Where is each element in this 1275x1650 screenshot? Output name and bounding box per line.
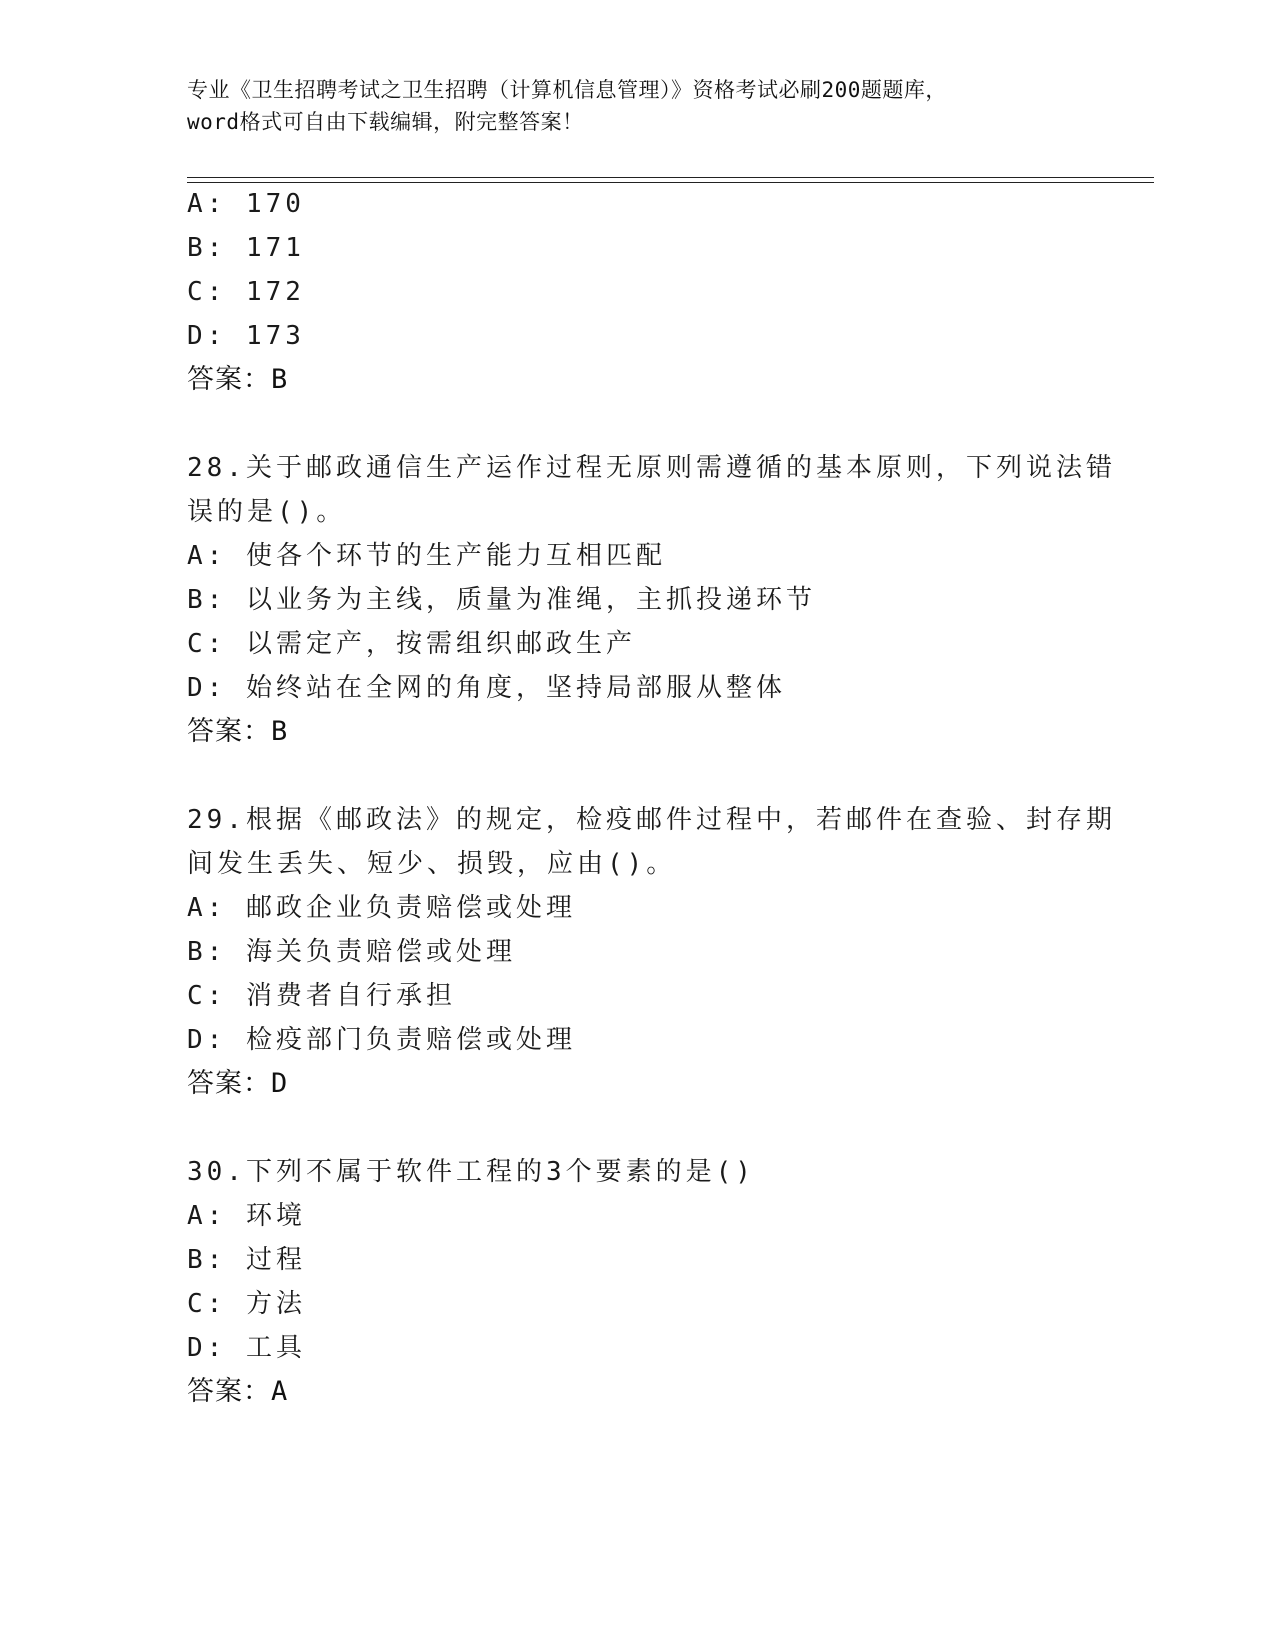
q29-option-d: D: 检疫部门负责赔偿或处理 xyxy=(187,1025,576,1055)
answer-value: B xyxy=(271,716,289,747)
answer-label: 答案： xyxy=(187,364,271,395)
q28-answer xyxy=(187,716,288,748)
q29-answer xyxy=(187,1068,288,1100)
document-header xyxy=(187,74,1087,138)
q28-stem-line-2: 误的是()。 xyxy=(187,497,347,527)
header-divider-top xyxy=(187,177,1154,178)
answer-label: 答案： xyxy=(187,1376,271,1407)
q30-option-d: D: 工具 xyxy=(187,1333,306,1363)
q28-stem-line-1: 28.关于邮政通信生产运作过程无原则需遵循的基本原则，下列说法错 xyxy=(187,453,1116,483)
q29-option-c: C: 消费者自行承担 xyxy=(187,981,456,1011)
q27-option-b: B: 171 xyxy=(187,233,305,263)
q28-option-b: B: 以业务为主线，质量为准绳，主抓投递环节 xyxy=(187,585,816,615)
q30-option-a: A: 环境 xyxy=(187,1201,306,1231)
header-title-line-2: word格式可自由下载编辑，附完整答案！ xyxy=(187,110,584,134)
q28-option-c: C: 以需定产，按需组织邮政生产 xyxy=(187,629,636,659)
answer-label: 答案： xyxy=(187,716,271,747)
q29-option-b: B: 海关负责赔偿或处理 xyxy=(187,937,516,967)
header-divider-bottom xyxy=(187,182,1154,183)
q30-answer xyxy=(187,1376,288,1408)
answer-value: D xyxy=(271,1068,289,1099)
q29-stem-line-1: 29.根据《邮政法》的规定，检疫邮件过程中，若邮件在查验、封存期 xyxy=(187,805,1116,835)
q28-option-a: A: 使各个环节的生产能力互相匹配 xyxy=(187,541,666,571)
q27-option-a: A: 170 xyxy=(187,189,305,219)
q27-option-c: C: 172 xyxy=(187,277,305,307)
answer-label: 答案： xyxy=(187,1068,271,1099)
q28-option-d: D: 始终站在全网的角度，坚持局部服从整体 xyxy=(187,673,786,703)
q30-option-b: B: 过程 xyxy=(187,1245,306,1275)
q27-answer xyxy=(187,364,288,396)
header-title-line-1: 专业《卫生招聘考试之卫生招聘（计算机信息管理）》资格考试必刷200题题库， xyxy=(187,78,947,102)
q27-option-d: D: 173 xyxy=(187,321,305,351)
answer-value: A xyxy=(271,1376,289,1407)
answer-value: B xyxy=(271,364,289,395)
q30-stem-line-1: 30.下列不属于软件工程的3个要素的是() xyxy=(187,1157,755,1187)
q29-option-a: A: 邮政企业负责赔偿或处理 xyxy=(187,893,576,923)
q30-option-c: C: 方法 xyxy=(187,1289,306,1319)
q29-stem-line-2: 间发生丢失、短少、损毁，应由()。 xyxy=(187,849,677,879)
